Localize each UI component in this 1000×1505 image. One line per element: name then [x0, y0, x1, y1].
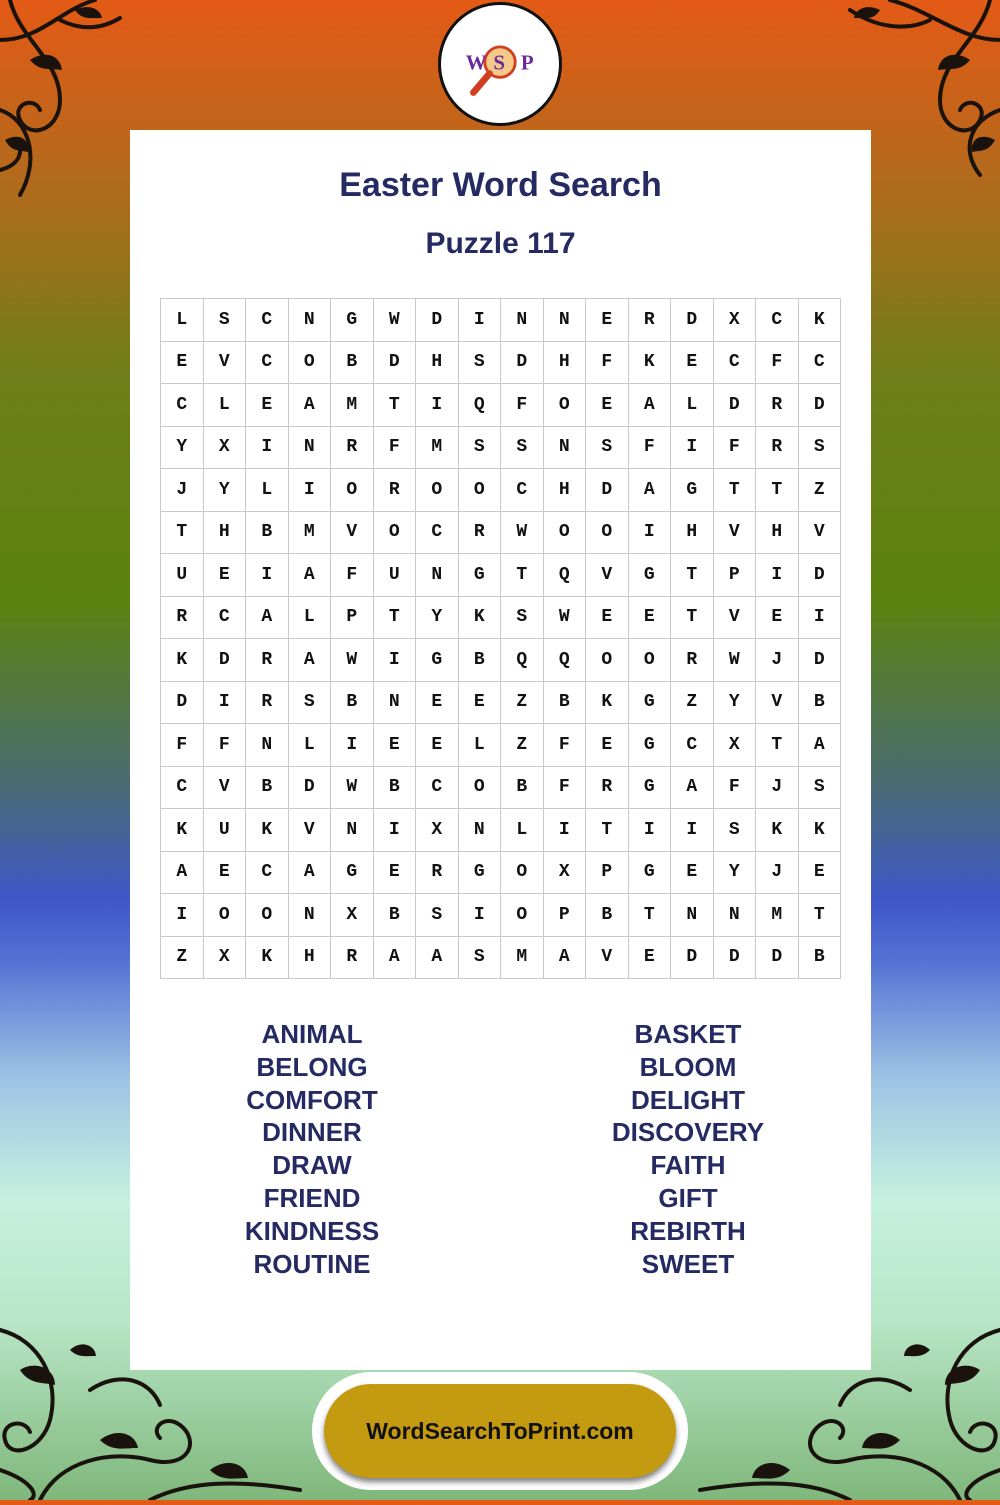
grid-cell[interactable]: K	[799, 809, 842, 852]
grid-cell[interactable]: Q	[459, 384, 502, 427]
grid-cell[interactable]: E	[671, 852, 714, 895]
grid-cell[interactable]: T	[586, 809, 629, 852]
grid-cell[interactable]: D	[714, 937, 757, 980]
grid-cell[interactable]: O	[246, 894, 289, 937]
word-item: ROUTINE	[253, 1248, 371, 1279]
grid-cell[interactable]: F	[331, 554, 374, 597]
grid-cell[interactable]: V	[586, 554, 629, 597]
grid-cell[interactable]: A	[416, 937, 459, 980]
grid-cell[interactable]: B	[501, 767, 544, 810]
grid-cell[interactable]: C	[714, 342, 757, 385]
grid-cell[interactable]: E	[671, 342, 714, 385]
grid-cell[interactable]: K	[161, 639, 204, 682]
grid-cell[interactable]: E	[629, 937, 672, 980]
grid-cell[interactable]: R	[161, 597, 204, 640]
grid-cell[interactable]: D	[799, 639, 842, 682]
grid-cell[interactable]: D	[799, 554, 842, 597]
grid-cell[interactable]: A	[289, 639, 332, 682]
grid-cell[interactable]: N	[331, 809, 374, 852]
grid-cell[interactable]: N	[289, 427, 332, 470]
grid-cell[interactable]: O	[544, 384, 587, 427]
grid-cell[interactable]: F	[756, 342, 799, 385]
grid-cell[interactable]: S	[714, 809, 757, 852]
grid-cell[interactable]: I	[629, 809, 672, 852]
grid-cell[interactable]: R	[459, 512, 502, 555]
grid-cell[interactable]: X	[544, 852, 587, 895]
grid-cell[interactable]: O	[416, 469, 459, 512]
grid-cell[interactable]: N	[501, 299, 544, 342]
grid-cell[interactable]: O	[374, 512, 417, 555]
grid-cell[interactable]: C	[246, 342, 289, 385]
grid-cell[interactable]: K	[246, 937, 289, 980]
logo-letter-p: P	[520, 50, 534, 75]
grid-cell[interactable]: D	[374, 342, 417, 385]
grid-cell[interactable]: P	[714, 554, 757, 597]
letter-grid	[160, 298, 841, 979]
word-item: GIFT	[658, 1182, 718, 1213]
grid-cell[interactable]: V	[586, 937, 629, 980]
grid-cell[interactable]: K	[586, 682, 629, 725]
grid-cell[interactable]: U	[161, 554, 204, 597]
grid-cell[interactable]: Z	[501, 724, 544, 767]
grid-cell[interactable]: C	[501, 469, 544, 512]
grid-cell[interactable]: E	[586, 299, 629, 342]
page-title: Easter Word Search	[339, 166, 662, 204]
grid-cell[interactable]: J	[756, 767, 799, 810]
grid-cell[interactable]: T	[756, 724, 799, 767]
grid-cell[interactable]: O	[331, 469, 374, 512]
site-link[interactable]	[324, 1384, 676, 1478]
grid-cell[interactable]: D	[714, 384, 757, 427]
grid-cell[interactable]: K	[161, 809, 204, 852]
grid-cell[interactable]: G	[331, 852, 374, 895]
grid-cell[interactable]: I	[671, 427, 714, 470]
grid-cell[interactable]: O	[586, 512, 629, 555]
grid-cell[interactable]: G	[459, 554, 502, 597]
grid-cell[interactable]: Y	[714, 852, 757, 895]
grid-cell[interactable]: N	[544, 299, 587, 342]
grid-cell[interactable]: V	[799, 512, 842, 555]
grid-cell[interactable]: M	[756, 894, 799, 937]
grid-cell[interactable]: Q	[544, 554, 587, 597]
grid-cell[interactable]: D	[799, 384, 842, 427]
grid-cell[interactable]: F	[714, 427, 757, 470]
grid-cell[interactable]: M	[331, 384, 374, 427]
grid-cell[interactable]: B	[246, 767, 289, 810]
grid-cell[interactable]: R	[629, 299, 672, 342]
grid-cell[interactable]: R	[246, 639, 289, 682]
grid-cell[interactable]: H	[416, 342, 459, 385]
grid-cell[interactable]: G	[629, 852, 672, 895]
grid-cell[interactable]: T	[671, 597, 714, 640]
grid-cell[interactable]: S	[586, 427, 629, 470]
grid-cell[interactable]: L	[459, 724, 502, 767]
grid-cell[interactable]: E	[246, 384, 289, 427]
grid-cell[interactable]: F	[204, 724, 247, 767]
grid-cell[interactable]: E	[204, 554, 247, 597]
grid-cell[interactable]: O	[459, 469, 502, 512]
grid-cell[interactable]: S	[459, 427, 502, 470]
grid-cell[interactable]: I	[246, 554, 289, 597]
grid-cell[interactable]: R	[586, 767, 629, 810]
grid-cell[interactable]: T	[799, 894, 842, 937]
grid-cell[interactable]: D	[671, 299, 714, 342]
grid-cell[interactable]: F	[586, 342, 629, 385]
grid-cell[interactable]: I	[799, 597, 842, 640]
grid-cell[interactable]: L	[161, 299, 204, 342]
grid-cell[interactable]: W	[331, 639, 374, 682]
grid-cell[interactable]: N	[416, 554, 459, 597]
grid-cell[interactable]: H	[544, 469, 587, 512]
grid-cell[interactable]: I	[416, 384, 459, 427]
grid-cell[interactable]: T	[161, 512, 204, 555]
grid-cell[interactable]: Q	[544, 639, 587, 682]
grid-cell[interactable]: O	[459, 767, 502, 810]
grid-cell[interactable]: G	[331, 299, 374, 342]
grid-cell[interactable]: O	[289, 342, 332, 385]
grid-cell[interactable]: B	[331, 682, 374, 725]
grid-cell[interactable]: B	[799, 682, 842, 725]
grid-cell[interactable]: A	[629, 469, 672, 512]
grid-cell[interactable]: U	[204, 809, 247, 852]
grid-cell[interactable]: H	[289, 937, 332, 980]
grid-cell[interactable]: H	[544, 342, 587, 385]
grid-cell[interactable]: A	[671, 767, 714, 810]
word-item: ANIMAL	[261, 1019, 363, 1049]
grid-cell[interactable]: L	[671, 384, 714, 427]
grid-cell[interactable]: R	[756, 427, 799, 470]
grid-cell[interactable]: V	[289, 809, 332, 852]
grid-cell[interactable]: C	[246, 852, 289, 895]
word-item: BELONG	[256, 1051, 368, 1082]
grid-cell[interactable]: R	[331, 937, 374, 980]
grid-cell[interactable]: G	[416, 639, 459, 682]
grid-cell[interactable]: F	[629, 427, 672, 470]
grid-cell[interactable]: D	[161, 682, 204, 725]
footer-badge	[312, 1372, 688, 1490]
grid-cell[interactable]: N	[459, 809, 502, 852]
word-item: KINDNESS	[244, 1215, 380, 1246]
grid-cell[interactable]: E	[586, 597, 629, 640]
grid-cell[interactable]: W	[374, 299, 417, 342]
grid-cell[interactable]: E	[374, 852, 417, 895]
grid-cell[interactable]: S	[501, 427, 544, 470]
grid-cell[interactable]: I	[374, 639, 417, 682]
grid-cell[interactable]: A	[289, 852, 332, 895]
grid-cell[interactable]: S	[459, 937, 502, 980]
grid-cell[interactable]: A	[544, 937, 587, 980]
grid-cell[interactable]: O	[204, 894, 247, 937]
grid-cell[interactable]: K	[246, 809, 289, 852]
grid-cell[interactable]: E	[799, 852, 842, 895]
grid-cell[interactable]: I	[331, 724, 374, 767]
grid-cell[interactable]: B	[586, 894, 629, 937]
grid-cell[interactable]: B	[374, 767, 417, 810]
grid-cell[interactable]: K	[756, 809, 799, 852]
grid-cell[interactable]: E	[374, 724, 417, 767]
grid-cell[interactable]: E	[416, 682, 459, 725]
grid-cell[interactable]: K	[459, 597, 502, 640]
word-item: DISCOVERY	[611, 1117, 765, 1148]
logo-letter-w: W	[465, 50, 487, 75]
grid-cell[interactable]: J	[161, 469, 204, 512]
word-item: BASKET	[634, 1019, 742, 1049]
grid-cell[interactable]: F	[161, 724, 204, 767]
grid-cell[interactable]: D	[416, 299, 459, 342]
grid-cell[interactable]: N	[544, 427, 587, 470]
word-item: FAITH	[650, 1150, 726, 1181]
grid-cell[interactable]: S	[416, 894, 459, 937]
grid-cell[interactable]: V	[756, 682, 799, 725]
grid-cell[interactable]: D	[671, 937, 714, 980]
grid-cell[interactable]: B	[374, 894, 417, 937]
grid-cell[interactable]: C	[671, 724, 714, 767]
grid-cell[interactable]: T	[629, 894, 672, 937]
grid-cell[interactable]: V	[204, 767, 247, 810]
word-list-left	[182, 1018, 442, 1280]
grid-cell[interactable]: I	[671, 809, 714, 852]
grid-cell[interactable]: G	[459, 852, 502, 895]
grid-cell[interactable]: A	[799, 724, 842, 767]
grid-cell[interactable]: L	[204, 384, 247, 427]
grid-cell[interactable]: M	[501, 937, 544, 980]
grid-cell[interactable]: W	[501, 512, 544, 555]
grid-cell[interactable]: O	[501, 894, 544, 937]
grid-cell[interactable]: T	[501, 554, 544, 597]
grid-cell[interactable]: R	[374, 469, 417, 512]
corner-ornament-top-left	[0, 0, 140, 200]
grid-cell[interactable]: P	[586, 852, 629, 895]
grid-cell[interactable]: F	[501, 384, 544, 427]
grid-cell[interactable]: R	[671, 639, 714, 682]
grid-cell[interactable]: E	[459, 682, 502, 725]
grid-cell[interactable]: A	[161, 852, 204, 895]
grid-cell[interactable]: L	[246, 469, 289, 512]
grid-cell[interactable]: M	[289, 512, 332, 555]
grid-cell[interactable]: A	[289, 384, 332, 427]
puzzle-number: Puzzle 117	[425, 227, 576, 260]
puzzle-card	[130, 130, 871, 1370]
site-logo	[438, 2, 562, 126]
grid-cell[interactable]: G	[629, 767, 672, 810]
word-item: DINNER	[262, 1117, 362, 1148]
grid-cell[interactable]: G	[629, 724, 672, 767]
grid-cell[interactable]: R	[331, 427, 374, 470]
grid-cell[interactable]: D	[756, 937, 799, 980]
grid-cell[interactable]: O	[629, 639, 672, 682]
grid-cell[interactable]: L	[501, 809, 544, 852]
grid-cell[interactable]: H	[671, 512, 714, 555]
grid-cell[interactable]: I	[756, 554, 799, 597]
grid-cell[interactable]: I	[204, 682, 247, 725]
grid-cell[interactable]: H	[756, 512, 799, 555]
grid-cell[interactable]: I	[161, 894, 204, 937]
word-item: BLOOM	[639, 1051, 737, 1082]
word-item: DRAW	[272, 1150, 352, 1181]
grid-cell[interactable]: W	[714, 639, 757, 682]
grid-cell[interactable]: Q	[501, 639, 544, 682]
grid-cell[interactable]: V	[714, 512, 757, 555]
grid-cell[interactable]: N	[374, 682, 417, 725]
grid-cell[interactable]: V	[204, 342, 247, 385]
grid-cell[interactable]: L	[289, 724, 332, 767]
grid-cell[interactable]: R	[416, 852, 459, 895]
grid-cell[interactable]: T	[671, 554, 714, 597]
grid-cell[interactable]: I	[246, 427, 289, 470]
grid-cell[interactable]: K	[629, 342, 672, 385]
grid-cell[interactable]: C	[204, 597, 247, 640]
grid-cell[interactable]: B	[799, 937, 842, 980]
grid-cell[interactable]: E	[756, 597, 799, 640]
word-list-right	[558, 1018, 818, 1280]
grid-cell[interactable]: R	[246, 682, 289, 725]
grid-cell[interactable]: W	[544, 597, 587, 640]
grid-cell[interactable]: Z	[161, 937, 204, 980]
grid-cell[interactable]: X	[204, 427, 247, 470]
grid-cell[interactable]: D	[501, 342, 544, 385]
grid-cell[interactable]: I	[459, 299, 502, 342]
grid-cell[interactable]: O	[544, 512, 587, 555]
word-item: REBIRTH	[630, 1215, 746, 1246]
grid-cell[interactable]: X	[204, 937, 247, 980]
grid-cell[interactable]: X	[714, 299, 757, 342]
grid-cell[interactable]: N	[289, 894, 332, 937]
grid-cell[interactable]: E	[586, 724, 629, 767]
grid-cell[interactable]: C	[799, 342, 842, 385]
grid-cell[interactable]: Z	[671, 682, 714, 725]
grid-cell[interactable]: H	[204, 512, 247, 555]
word-item: COMFORT	[246, 1084, 378, 1115]
grid-cell[interactable]: T	[374, 597, 417, 640]
grid-cell[interactable]: A	[289, 554, 332, 597]
grid-cell[interactable]: B	[331, 342, 374, 385]
grid-cell[interactable]: Z	[799, 469, 842, 512]
word-item: SWEET	[641, 1248, 735, 1279]
grid-cell[interactable]: D	[204, 639, 247, 682]
grid-cell[interactable]: J	[756, 852, 799, 895]
grid-cell[interactable]: X	[416, 809, 459, 852]
grid-cell[interactable]: G	[629, 554, 672, 597]
grid-cell[interactable]: Z	[501, 682, 544, 725]
grid-cell[interactable]: J	[756, 639, 799, 682]
grid-cell[interactable]: D	[289, 767, 332, 810]
grid-cell[interactable]: F	[544, 767, 587, 810]
grid-cell[interactable]: C	[161, 767, 204, 810]
grid-cell[interactable]: N	[671, 894, 714, 937]
grid-cell[interactable]: N	[289, 299, 332, 342]
grid-cell[interactable]: B	[246, 512, 289, 555]
grid-cell[interactable]: I	[289, 469, 332, 512]
word-item: DELIGHT	[630, 1084, 746, 1115]
grid-cell[interactable]: I	[374, 809, 417, 852]
grid-cell[interactable]: E	[586, 384, 629, 427]
grid-cell[interactable]: V	[331, 512, 374, 555]
grid-cell[interactable]: C	[161, 384, 204, 427]
grid-cell[interactable]: C	[416, 512, 459, 555]
grid-cell[interactable]: G	[629, 682, 672, 725]
word-item: FRIEND	[263, 1182, 361, 1213]
grid-cell[interactable]: I	[459, 894, 502, 937]
grid-cell[interactable]: E	[161, 342, 204, 385]
grid-cell[interactable]: X	[331, 894, 374, 937]
grid-cell[interactable]: R	[756, 384, 799, 427]
grid-cell[interactable]: P	[331, 597, 374, 640]
grid-cell[interactable]: D	[586, 469, 629, 512]
grid-cell[interactable]: B	[544, 682, 587, 725]
grid-cell[interactable]: N	[714, 894, 757, 937]
site-name: WordSearchToPrint.com	[366, 1417, 634, 1444]
grid-cell[interactable]: S	[799, 767, 842, 810]
grid-cell[interactable]: X	[714, 724, 757, 767]
grid-cell[interactable]: S	[501, 597, 544, 640]
grid-cell[interactable]: E	[416, 724, 459, 767]
grid-cell[interactable]: E	[629, 597, 672, 640]
grid-cell[interactable]: S	[204, 299, 247, 342]
grid-cell[interactable]: M	[416, 427, 459, 470]
grid-cell[interactable]: O	[501, 852, 544, 895]
grid-cell[interactable]: G	[671, 469, 714, 512]
grid-cell[interactable]: C	[246, 299, 289, 342]
grid-cell[interactable]: F	[374, 427, 417, 470]
grid-cell[interactable]: S	[289, 682, 332, 725]
grid-cell[interactable]: C	[416, 767, 459, 810]
grid-cell[interactable]: L	[289, 597, 332, 640]
grid-cell[interactable]: S	[799, 427, 842, 470]
grid-cell[interactable]: U	[374, 554, 417, 597]
grid-cell[interactable]: P	[544, 894, 587, 937]
grid-cell[interactable]: Y	[161, 427, 204, 470]
grid-cell[interactable]: A	[629, 384, 672, 427]
grid-cell[interactable]: Y	[416, 597, 459, 640]
grid-cell[interactable]: K	[799, 299, 842, 342]
grid-cell[interactable]: C	[756, 299, 799, 342]
grid-cell[interactable]: Y	[204, 469, 247, 512]
grid-cell[interactable]: B	[459, 639, 502, 682]
grid-cell[interactable]: T	[756, 469, 799, 512]
grid-cell[interactable]: F	[544, 724, 587, 767]
grid-cell[interactable]: A	[246, 597, 289, 640]
grid-cell[interactable]: V	[714, 597, 757, 640]
grid-cell[interactable]: T	[374, 384, 417, 427]
grid-cell[interactable]: O	[586, 639, 629, 682]
grid-cell[interactable]: I	[544, 809, 587, 852]
grid-cell[interactable]: I	[629, 512, 672, 555]
grid-cell[interactable]: E	[204, 852, 247, 895]
grid-cell[interactable]: A	[374, 937, 417, 980]
logo-letter-s: S	[493, 50, 505, 75]
grid-cell[interactable]: W	[331, 767, 374, 810]
grid-cell[interactable]: S	[459, 342, 502, 385]
grid-cell[interactable]: N	[246, 724, 289, 767]
grid-cell[interactable]: Y	[714, 682, 757, 725]
grid-cell[interactable]: F	[714, 767, 757, 810]
grid-cell[interactable]: T	[714, 469, 757, 512]
